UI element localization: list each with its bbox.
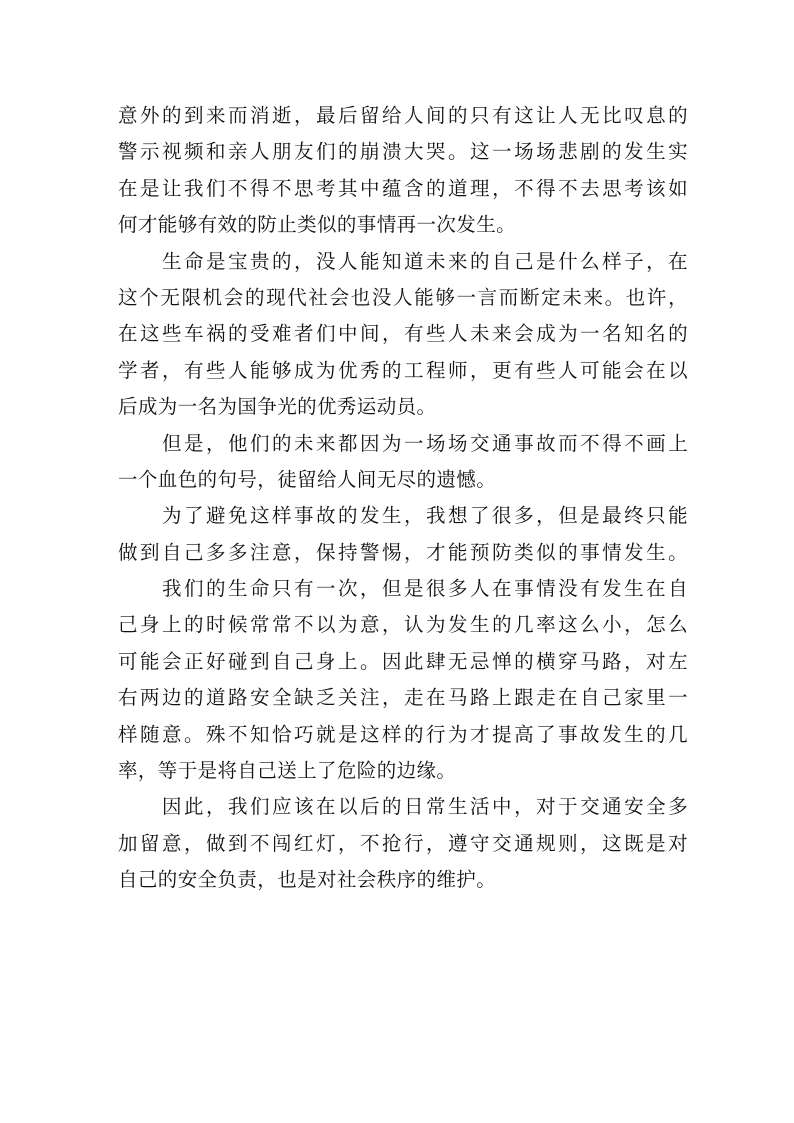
text-line: 样随意。殊不知恰巧就是这样的行为才提高了事故发生的几 bbox=[118, 722, 688, 746]
text-line: 警示视频和亲人朋友们的崩溃大哭。这一场场悲剧的发生实 bbox=[118, 140, 688, 164]
text-line: 但是，他们的未来都因为一场场交通事故而不得不画上 bbox=[162, 431, 688, 455]
text-line: 一个血色的句号，徒留给人间无尽的遗憾。 bbox=[118, 467, 497, 491]
text-line: 可能会正好碰到自己身上。因此肆无忌惮的横穿马路，对左 bbox=[118, 649, 688, 673]
text-line: 率，等于是将自己送上了危险的边缘。 bbox=[118, 759, 457, 783]
text-line: 右两边的道路安全缺乏关注，走在马路上跟走在自己家里一 bbox=[118, 686, 688, 710]
text-line: 因此，我们应该在以后的日常生活中，对于交通安全多 bbox=[162, 795, 688, 819]
text-line: 我们的生命只有一次，但是很多人在事情没有发生在自 bbox=[162, 577, 688, 601]
text-line: 在是让我们不得不思考其中蕴含的道理，不得不去思考该如 bbox=[118, 176, 688, 200]
text-line: 做到自己多多注意，保持警惕，才能预防类似的事情发生。 bbox=[118, 540, 688, 564]
text-line: 己身上的时候常常不以为意，认为发生的几率这么小，怎么 bbox=[118, 613, 688, 637]
text-line: 为了避免这样事故的发生，我想了很多，但是最终只能 bbox=[162, 504, 688, 528]
text-line: 意外的到来而消逝，最后留给人间的只有这让人无比叹息的 bbox=[118, 104, 688, 127]
text-line: 学者，有些人能够成为优秀的工程师，更有些人可能会在以 bbox=[118, 358, 688, 382]
text-line: 何才能够有效的防止类似的事情再一次发生。 bbox=[118, 213, 517, 237]
document-body bbox=[118, 98, 688, 899]
text-line: 这个无限机会的现代社会也没人能够一言而断定未来。也许， bbox=[118, 285, 688, 309]
text-line: 后成为一名为国争光的优秀运动员。 bbox=[118, 395, 437, 419]
text-line: 加留意，做到不闯红灯，不抢行，遵守交通规则，这既是对 bbox=[118, 831, 688, 855]
text-line: 生命是宝贵的，没人能知道未来的自己是什么样子，在 bbox=[162, 249, 688, 273]
text-line: 在这些车祸的受难者们中间，有些人未来会成为一名知名的 bbox=[118, 322, 688, 346]
text-line: 自己的安全负责，也是对社会秩序的维护。 bbox=[118, 868, 497, 892]
